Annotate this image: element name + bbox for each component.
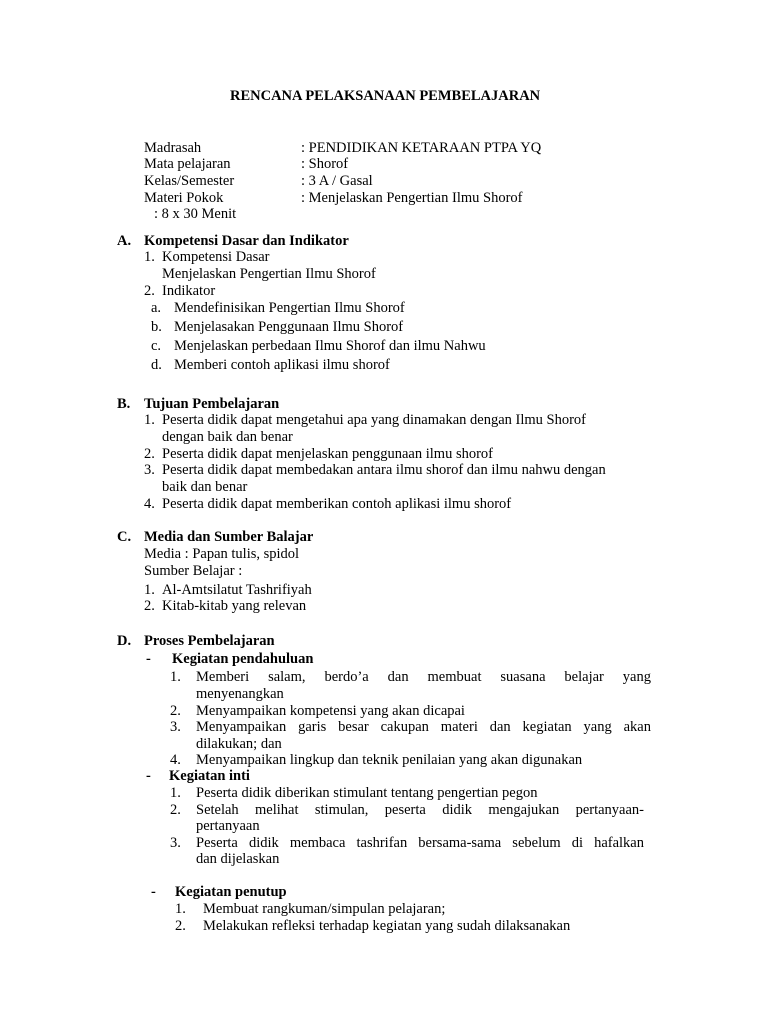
section-a-letter: A. bbox=[117, 233, 132, 249]
list-item-number: 3. bbox=[144, 462, 155, 478]
section-b-letter: B. bbox=[117, 396, 131, 412]
list-item-letter: d. bbox=[151, 357, 162, 373]
subject-label: Mata pelajaran bbox=[144, 156, 231, 172]
list-item: Menjelasakan Penggunaan Ilmu Shorof bbox=[174, 319, 404, 335]
list-item: Peserta didik diberikan stimulant tentang pengertian pegon bbox=[196, 785, 538, 801]
list-item-number: 2. bbox=[144, 598, 155, 614]
core-activity-heading: Kegiatan inti bbox=[169, 768, 250, 784]
indicator-label: Indikator bbox=[162, 283, 216, 299]
list-item-number: 2. bbox=[170, 703, 181, 719]
section-d-letter: D. bbox=[117, 633, 132, 649]
list-item-number: 1. bbox=[170, 785, 181, 801]
list-item-number: 1. bbox=[175, 901, 186, 917]
list-item-continued: menyenangkan bbox=[196, 686, 284, 702]
list-item: Memberi salam, berdo’a dan membuat suasana belajar yang bbox=[196, 669, 651, 685]
kd-number: 1. bbox=[144, 249, 155, 265]
list-item-number: 2. bbox=[144, 446, 155, 462]
list-item-letter: c. bbox=[151, 338, 162, 354]
list-item: Peserta didik membaca tashrifan bersama-sama sebelum di hafalkan bbox=[196, 835, 644, 851]
kd-label: Kompetensi Dasar bbox=[162, 249, 270, 265]
madrasah-label: Madrasah bbox=[144, 140, 202, 156]
list-item-continued: dengan baik dan benar bbox=[162, 429, 293, 445]
list-item-number: 1. bbox=[144, 582, 155, 598]
list-item: Membuat rangkuman/simpulan pelajaran; bbox=[203, 901, 446, 917]
list-item: Al-Amtsilatut Tashrifiyah bbox=[162, 582, 312, 598]
section-b-heading: Tujuan Pembelajaran bbox=[144, 396, 280, 412]
list-item-number: 4. bbox=[144, 496, 155, 512]
list-item-continued: dan dijelaskan bbox=[196, 851, 280, 867]
list-item: Kitab-kitab yang relevan bbox=[162, 598, 307, 614]
class-semester-value: : 3 A / Gasal bbox=[301, 173, 373, 189]
dash-bullet: - bbox=[151, 884, 156, 900]
list-item: Peserta didik dapat mengetahui apa yang dinamakan dengan Ilmu Shorof bbox=[162, 412, 586, 428]
list-item: Peserta didik dapat menjelaskan penggunaan ilmu shorof bbox=[162, 446, 493, 462]
list-item: Peserta didik dapat memberikan contoh aplikasi ilmu shorof bbox=[162, 496, 512, 512]
page-title: RENCANA PELAKSANAAN PEMBELAJARAN bbox=[230, 88, 541, 104]
list-item: Setelah melihat stimulan, peserta didik mengajukan pertanyaan- bbox=[196, 802, 644, 818]
list-item-number: 1. bbox=[170, 669, 181, 685]
subject-value: : Shorof bbox=[301, 156, 349, 172]
list-item: Melakukan refleksi terhadap kegiatan yang sudah dilaksanakan bbox=[203, 918, 571, 934]
list-item-number: 4. bbox=[170, 752, 181, 768]
section-d-heading: Proses Pembelajaran bbox=[144, 633, 275, 649]
list-item: Menjelaskan perbedaan Ilmu Shorof dan ilmu Nahwu bbox=[174, 338, 486, 354]
main-material-label: Materi Pokok bbox=[144, 190, 224, 206]
learning-sources-label: Sumber Belajar : bbox=[144, 563, 243, 579]
list-item: Memberi contoh aplikasi ilmu shorof bbox=[174, 357, 390, 373]
list-item-number: 3. bbox=[170, 835, 181, 851]
indicator-number: 2. bbox=[144, 283, 155, 299]
closing-activity-heading: Kegiatan penutup bbox=[175, 884, 287, 900]
list-item-continued: pertanyaan bbox=[196, 818, 260, 834]
list-item-letter: a. bbox=[151, 300, 162, 316]
list-item-number: 2. bbox=[175, 918, 186, 934]
list-item: Mendefinisikan Pengertian Ilmu Shorof bbox=[174, 300, 405, 316]
list-item-continued: baik dan benar bbox=[162, 479, 248, 495]
class-semester-label: Kelas/Semester bbox=[144, 173, 235, 189]
kd-text: Menjelaskan Pengertian Ilmu Shorof bbox=[162, 266, 376, 282]
list-item: Peserta didik dapat membedakan antara ilmu shorof dan ilmu nahwu dengan bbox=[162, 462, 606, 478]
opening-activity-heading: Kegiatan pendahuluan bbox=[172, 651, 314, 667]
section-a-heading: Kompetensi Dasar dan Indikator bbox=[144, 233, 349, 249]
dash-bullet: - bbox=[146, 768, 151, 784]
section-c-letter: C. bbox=[117, 529, 132, 545]
list-item: Menyampaikan garis besar cakupan materi dan kegiatan yang akan bbox=[196, 719, 651, 735]
list-item: Menyampaikan kompetensi yang akan dicapai bbox=[196, 703, 465, 719]
list-item-letter: b. bbox=[151, 319, 162, 335]
list-item-number: 3. bbox=[170, 719, 181, 735]
list-item: Menyampaikan lingkup dan teknik penilaian yang akan digunakan bbox=[196, 752, 583, 768]
section-c-heading: Media dan Sumber Balajar bbox=[144, 529, 314, 545]
main-material-value: : Menjelaskan Pengertian Ilmu Shorof bbox=[301, 190, 523, 206]
media-text: Media : Papan tulis, spidol bbox=[144, 546, 300, 562]
list-item-number: 2. bbox=[170, 802, 181, 818]
time-allocation-value: : 8 x 30 Menit bbox=[154, 206, 237, 222]
list-item-continued: dilakukan; dan bbox=[196, 736, 282, 752]
madrasah-value: : PENDIDIKAN KETARAAN PTPA YQ bbox=[301, 140, 542, 156]
dash-bullet: - bbox=[146, 651, 151, 667]
list-item-number: 1. bbox=[144, 412, 155, 428]
